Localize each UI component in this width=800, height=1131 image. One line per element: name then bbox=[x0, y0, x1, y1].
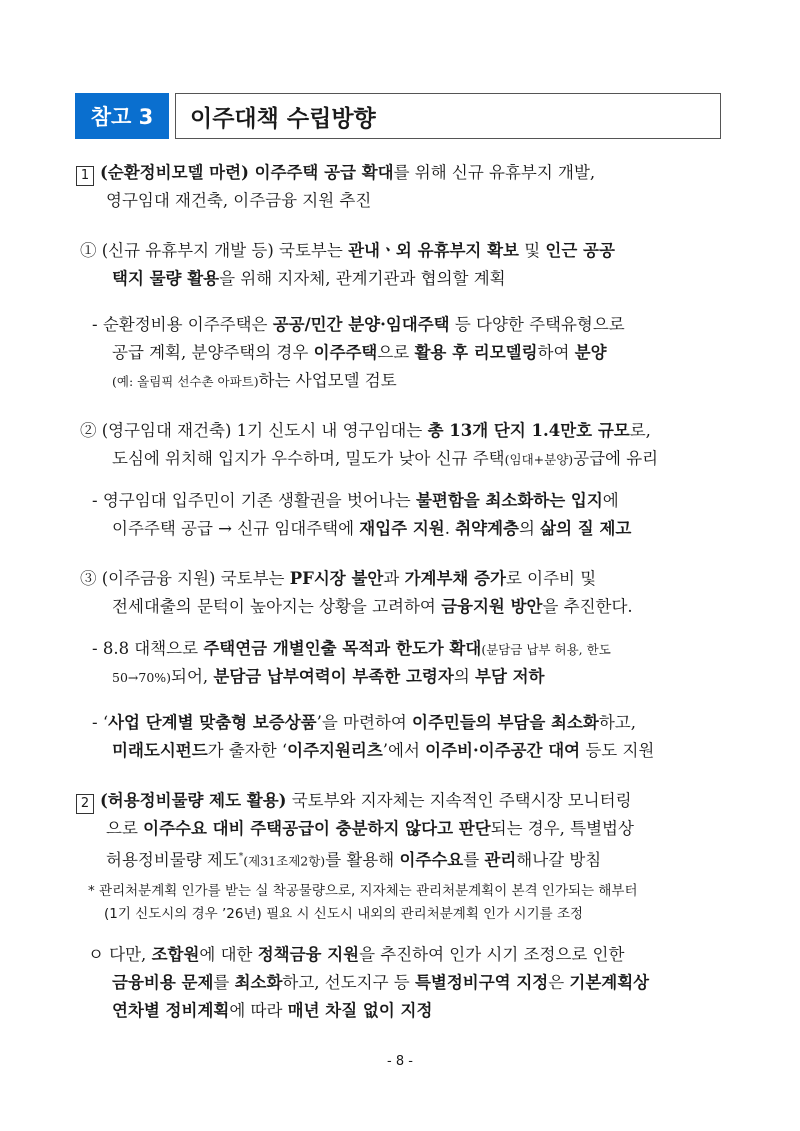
point-3-line-2: 전세대출의 문턱이 높아지는 상황을 고려하여 금융지원 방안을 추진한다. bbox=[112, 597, 633, 616]
section-1-line-1: 1 (순환정비모델 마련) 이주주택 공급 확대를 위해 신규 유휴부지 개발, bbox=[76, 162, 595, 186]
point-1-dash-3: (예: 올림픽 선수촌 아파트)하는 사업모델 검토 bbox=[112, 371, 397, 390]
section-1-line-2: 영구임대 재건축, 이주금융 지원 추진 bbox=[106, 191, 372, 210]
point-3-dash-4: 미래도시펀드가 출자한 ‘이주지원리츠’에서 이주비·이주공간 대여 등도 지원 bbox=[112, 741, 655, 760]
reference-tag: 참고 3 bbox=[75, 93, 169, 139]
section-2-line-3: 허용정비물량 제도*(제31조제2항)를 활용해 이주수요를 관리해나갈 방침 bbox=[106, 850, 602, 870]
point-1-line-2: 택지 물량 활용을 위해 지자체, 관계기관과 협의할 계획 bbox=[112, 269, 506, 288]
section-number-box: 2 bbox=[76, 794, 94, 814]
point-3-line-1: ③ (이주금융 지원) 국토부는 PF시장 불안과 가계부채 증가로 이주비 및 bbox=[80, 569, 597, 588]
point-3-dash-3: - ‘사업 단계별 맞춤형 보증상품’을 마련하여 이주민들의 부담을 최소화하고, bbox=[92, 713, 636, 732]
point-2-line-1: ② (영구임대 재건축) 1기 신도시 내 영구임대는 총 13개 단지 1.4만호 규모로, bbox=[80, 421, 651, 440]
bullet-line-3: 연차별 정비계획에 따라 매년 차질 없이 지정 bbox=[112, 1001, 433, 1020]
section-2-line-2: 으로 이주수요 대비 주택공급이 충분하지 않다고 판단되는 경우, 특별법상 bbox=[106, 819, 634, 838]
point-3-dash-2: 50→70%)되어, 분담금 납부여력이 부족한 고령자의 부담 저하 bbox=[112, 667, 545, 686]
point-3-dash-1: - 8.8 대책으로 주택연금 개별인출 목적과 한도가 확대(분담금 납부 허용, 한도 bbox=[92, 639, 611, 658]
section-2-line-1: 2 (허용정비물량 제도 활용) 국토부와 지자체는 지속적인 주택시장 모니터링 bbox=[76, 790, 632, 814]
point-2-dash-1: - 영구임대 입주민이 기존 생활권을 벗어나는 불편함을 최소화하는 입지에 bbox=[92, 491, 619, 510]
point-1-line-1: ① (신규 유휴부지 개발 등) 국토부는 관내ㆍ외 유휴부지 확보 및 인근 공공 bbox=[80, 241, 615, 260]
bullet-line-1: ㅇ 다만, 조합원에 대한 정책금융 지원을 추진하여 인가 시기 조정으로 인한 bbox=[88, 945, 625, 964]
footnote-line-1: * 관리처분계획 인가를 받는 실 착공물량으로, 지자체는 관리처분계획이 본격 인가되는 해부터 bbox=[88, 883, 638, 899]
point-2-dash-2: 이주주택 공급 → 신규 임대주택에 재입주 지원. 취약계층의 삶의 질 제고 bbox=[112, 519, 632, 538]
point-1-dash-1: - 순환정비용 이주주택은 공공/민간 분양·임대주택 등 다양한 주택유형으로 bbox=[92, 315, 625, 334]
section-header bbox=[75, 93, 721, 139]
bullet-line-2: 금융비용 문제를 최소화하고, 선도지구 등 특별정비구역 지정은 기본계획상 bbox=[112, 973, 650, 992]
footnote-line-2: (1기 신도시의 경우 ’26년) 필요 시 신도시 내외의 관리처분계획 인가 시기를 조정 bbox=[104, 906, 584, 922]
section-number-box: 1 bbox=[76, 166, 94, 186]
page-title: 이주대책 수립방향 bbox=[175, 93, 721, 139]
point-2-line-2: 도심에 위치해 입지가 우수하며, 밀도가 낮아 신규 주택(임대+분양)공급에 유리 bbox=[112, 449, 659, 468]
page-number: - 8 - bbox=[387, 1054, 413, 1069]
point-1-dash-2: 공급 계획, 분양주택의 경우 이주주택으로 활용 후 리모델링하여 분양 bbox=[112, 343, 607, 362]
